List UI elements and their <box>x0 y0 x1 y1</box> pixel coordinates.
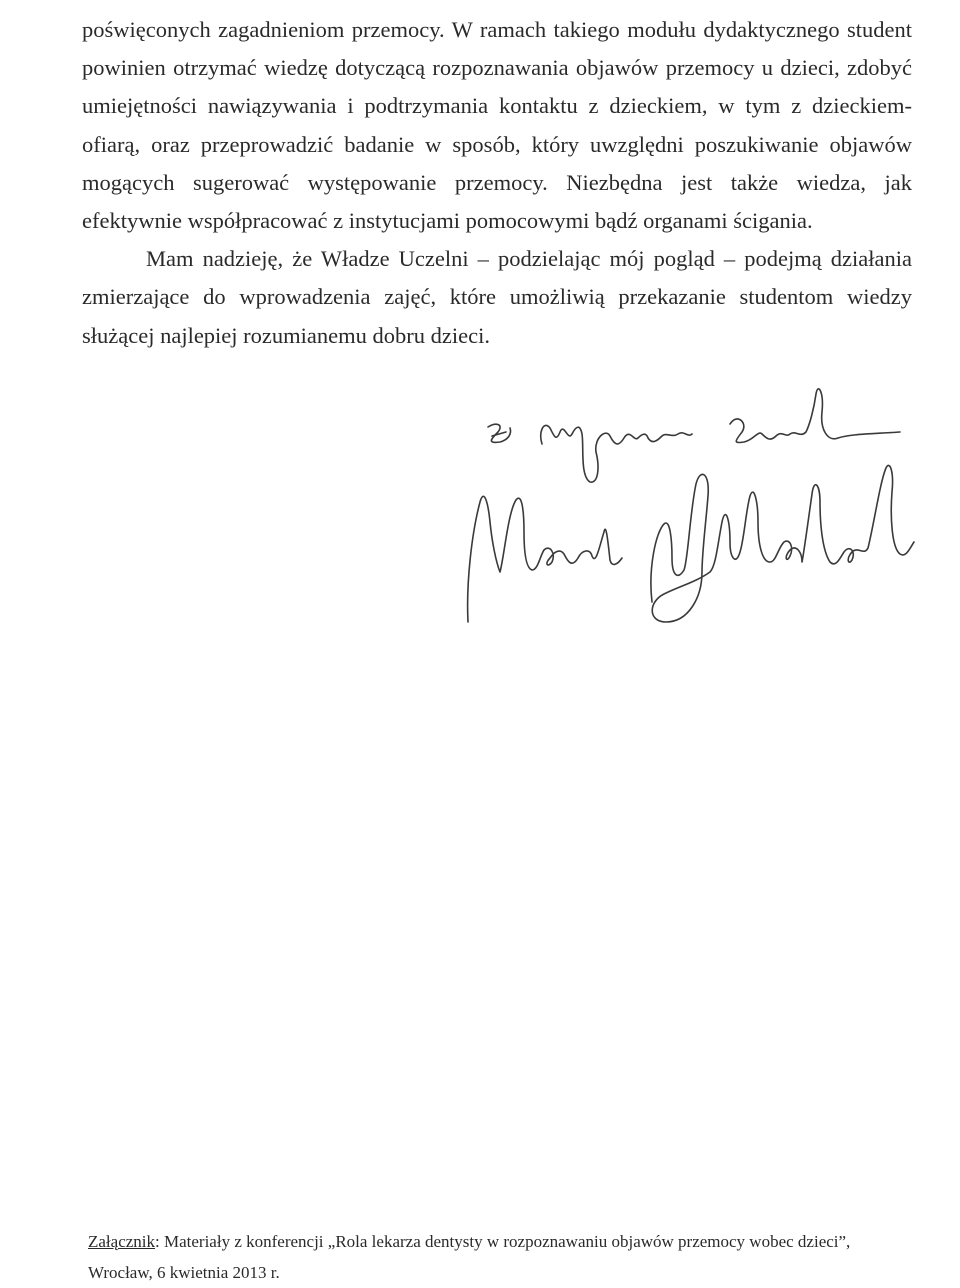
paragraph-1: poświęconych zagadnieniom przemocy. W ramach takiego modułu dydaktycznego student powinien otrzymać wiedzę dotyczącą rozpoznawania objawów przemocy u dzieci, zdobyć umiejętności nawiązywania i podtrzymania kontaktu z dzieckiem, w tym z dzieckiem-ofiarą, oraz przeprowadzić badanie w sposób, który uwzględni poszukiwanie objawów mogących sugerować występowanie przemocy. Niezbędna jest także wiedza, jak efektywnie współpracować z instytucjami pomocowymi bądź organami ścigania. <box>82 17 912 234</box>
place-date: Wrocław, 6 kwietnia 2013 r. <box>88 1263 280 1282</box>
letter-body <box>82 11 912 355</box>
paragraph-2: Mam nadzieję, że Władze Uczelni – podzielając mój pogląd – podejmą działania zmierzające do wprowadzenia zajęć, które umożliwią przekazanie studentom wiedzy służącej najlepiej rozumianemu dobru dzieci. <box>82 246 912 348</box>
handwritten-signature <box>440 372 920 647</box>
signature-drawing <box>440 372 920 647</box>
attachment-text: : Materiały z konferencji „Rola lekarza dentysty w rozpoznawaniu objawów przemocy wobec dzieci”, <box>155 1232 851 1251</box>
attachment-label: Załącznik <box>88 1232 156 1251</box>
